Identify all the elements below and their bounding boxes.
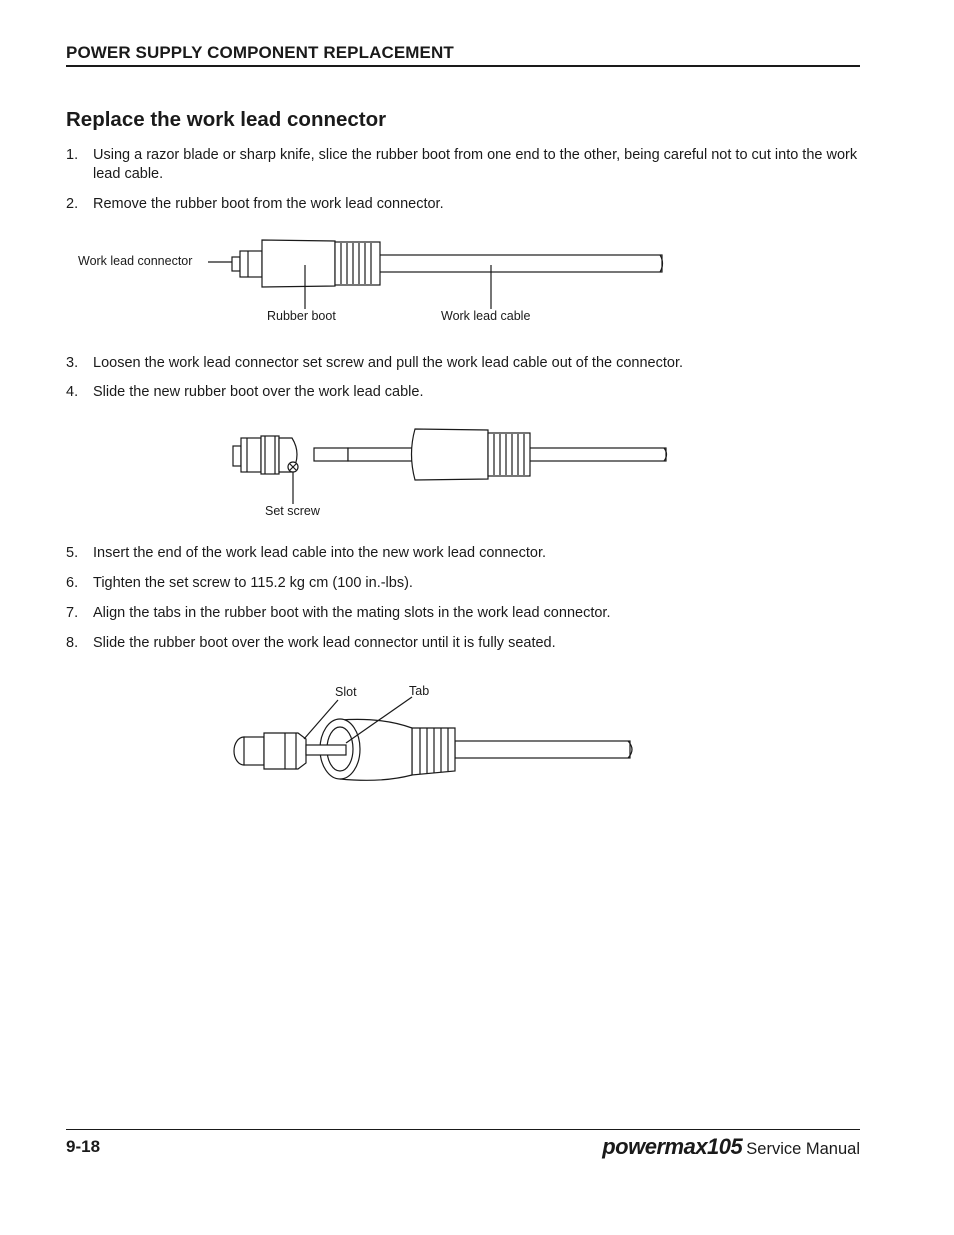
- step-number: 4.: [66, 384, 79, 400]
- step-text: Insert the end of the work lead cable into the new work lead connector.: [93, 545, 546, 561]
- section-header: POWER SUPPLY COMPONENT REPLACEMENT: [66, 43, 860, 67]
- figure-set-screw: [0, 420, 954, 520]
- work-lead-cable-label: Work lead cable: [441, 309, 531, 323]
- brand-logo: powermax105: [602, 1134, 743, 1159]
- step-3: [66, 354, 860, 373]
- step-number: 6.: [66, 575, 79, 591]
- step-text: Align the tabs in the rubber boot with the mating slots in the work lead connector.: [93, 605, 611, 621]
- manual-title: [602, 1134, 860, 1160]
- work-lead-connector-illustration: [208, 240, 663, 309]
- step-text: Slide the rubber boot over the work lead connector until it is fully seated.: [93, 635, 556, 651]
- step-number: 5.: [66, 545, 79, 561]
- figure-slot-tab: [0, 675, 954, 795]
- step-number: 2.: [66, 196, 79, 212]
- step-text: Remove the rubber boot from the work lead connector.: [93, 196, 444, 212]
- step-5: [66, 544, 860, 563]
- work-lead-connector-label: Work lead connector: [78, 254, 193, 268]
- manual-suffix: Service Manual: [746, 1140, 860, 1158]
- slot-label: Slot: [335, 685, 357, 699]
- step-number: 7.: [66, 605, 79, 621]
- step-text: Using a razor blade or sharp knife, slice the rubber boot from one end to the other, being careful not to cut into the work lead cable.: [93, 147, 858, 182]
- step-2: [66, 195, 860, 214]
- step-text: Loosen the work lead connector set screw and pull the work lead cable out of the connector.: [93, 355, 684, 371]
- step-number: 1.: [66, 147, 79, 163]
- step-7: [66, 604, 860, 623]
- figure-work-lead-assembly: [0, 225, 954, 330]
- page-number: 9-18: [66, 1137, 101, 1156]
- set-screw-illustration: [233, 429, 667, 504]
- slot-tab-illustration: [234, 697, 632, 780]
- step-number: 8.: [66, 635, 79, 651]
- step-6: [66, 574, 860, 593]
- tab-label: Tab: [409, 684, 430, 698]
- step-text: Slide the new rubber boot over the work lead cable.: [93, 384, 424, 400]
- step-4: [66, 383, 860, 402]
- footer-rule: [66, 1129, 860, 1130]
- rubber-boot-label: Rubber boot: [267, 309, 336, 323]
- set-screw-label: Set screw: [265, 504, 320, 518]
- step-8: [66, 634, 860, 653]
- step-1: [66, 146, 860, 184]
- page-title: Replace the work lead connector: [66, 108, 387, 131]
- step-text: Tighten the set screw to 115.2 kg cm (100 in.-lbs).: [93, 575, 413, 591]
- step-number: 3.: [66, 355, 79, 371]
